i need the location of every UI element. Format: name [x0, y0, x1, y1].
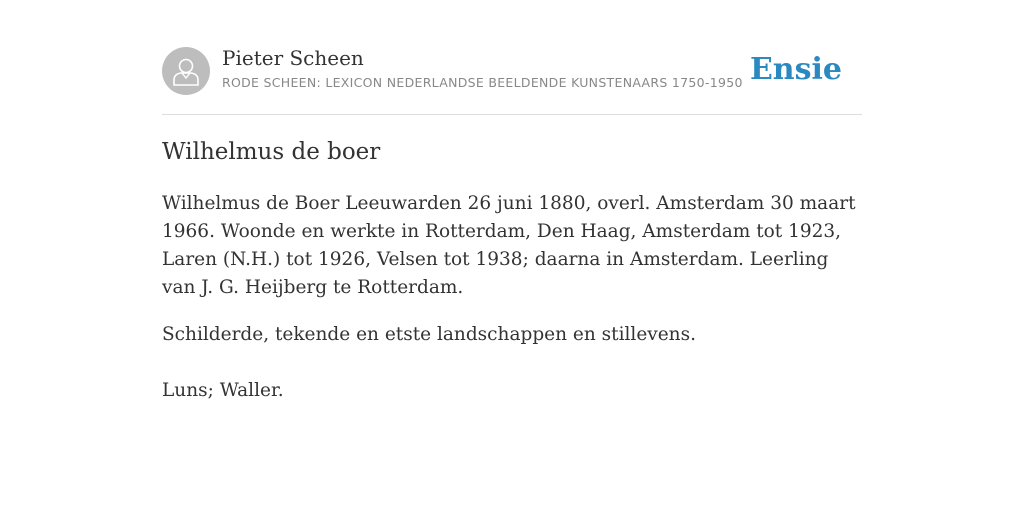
- entry-header: [162, 0, 862, 115]
- entry-card: [162, 0, 862, 401]
- avatar: [162, 47, 210, 95]
- source-title[interactable]: RODE SCHEEN: LEXICON NEDERLANDSE BEELDENDE KUNSTENAARS 1750-1950: [222, 75, 743, 90]
- user-icon: [172, 56, 200, 86]
- article-paragraph: Wilhelmus de Boer Leeuwarden 26 juni 1880, overl. Amsterdam 30 maart 1966. Woonde en werkte in Rotterdam, Den Haag, Amsterdam tot 1923, Laren (N.H.) tot 1926, Velsen tot 1938; daarna in Amsterdam. Leerling van J. G. Heijberg te Rotterdam.: [162, 193, 856, 298]
- article-paragraph: Schilderde, tekende en etste landschappen en stillevens.: [162, 324, 696, 345]
- article-body: [162, 190, 866, 424]
- ensie-logo[interactable]: Ensie: [749, 52, 842, 87]
- page-title: Wilhelmus de boer: [162, 139, 381, 165]
- author-name[interactable]: Pieter Scheen: [222, 46, 364, 70]
- references: Luns; Waller.: [162, 380, 284, 401]
